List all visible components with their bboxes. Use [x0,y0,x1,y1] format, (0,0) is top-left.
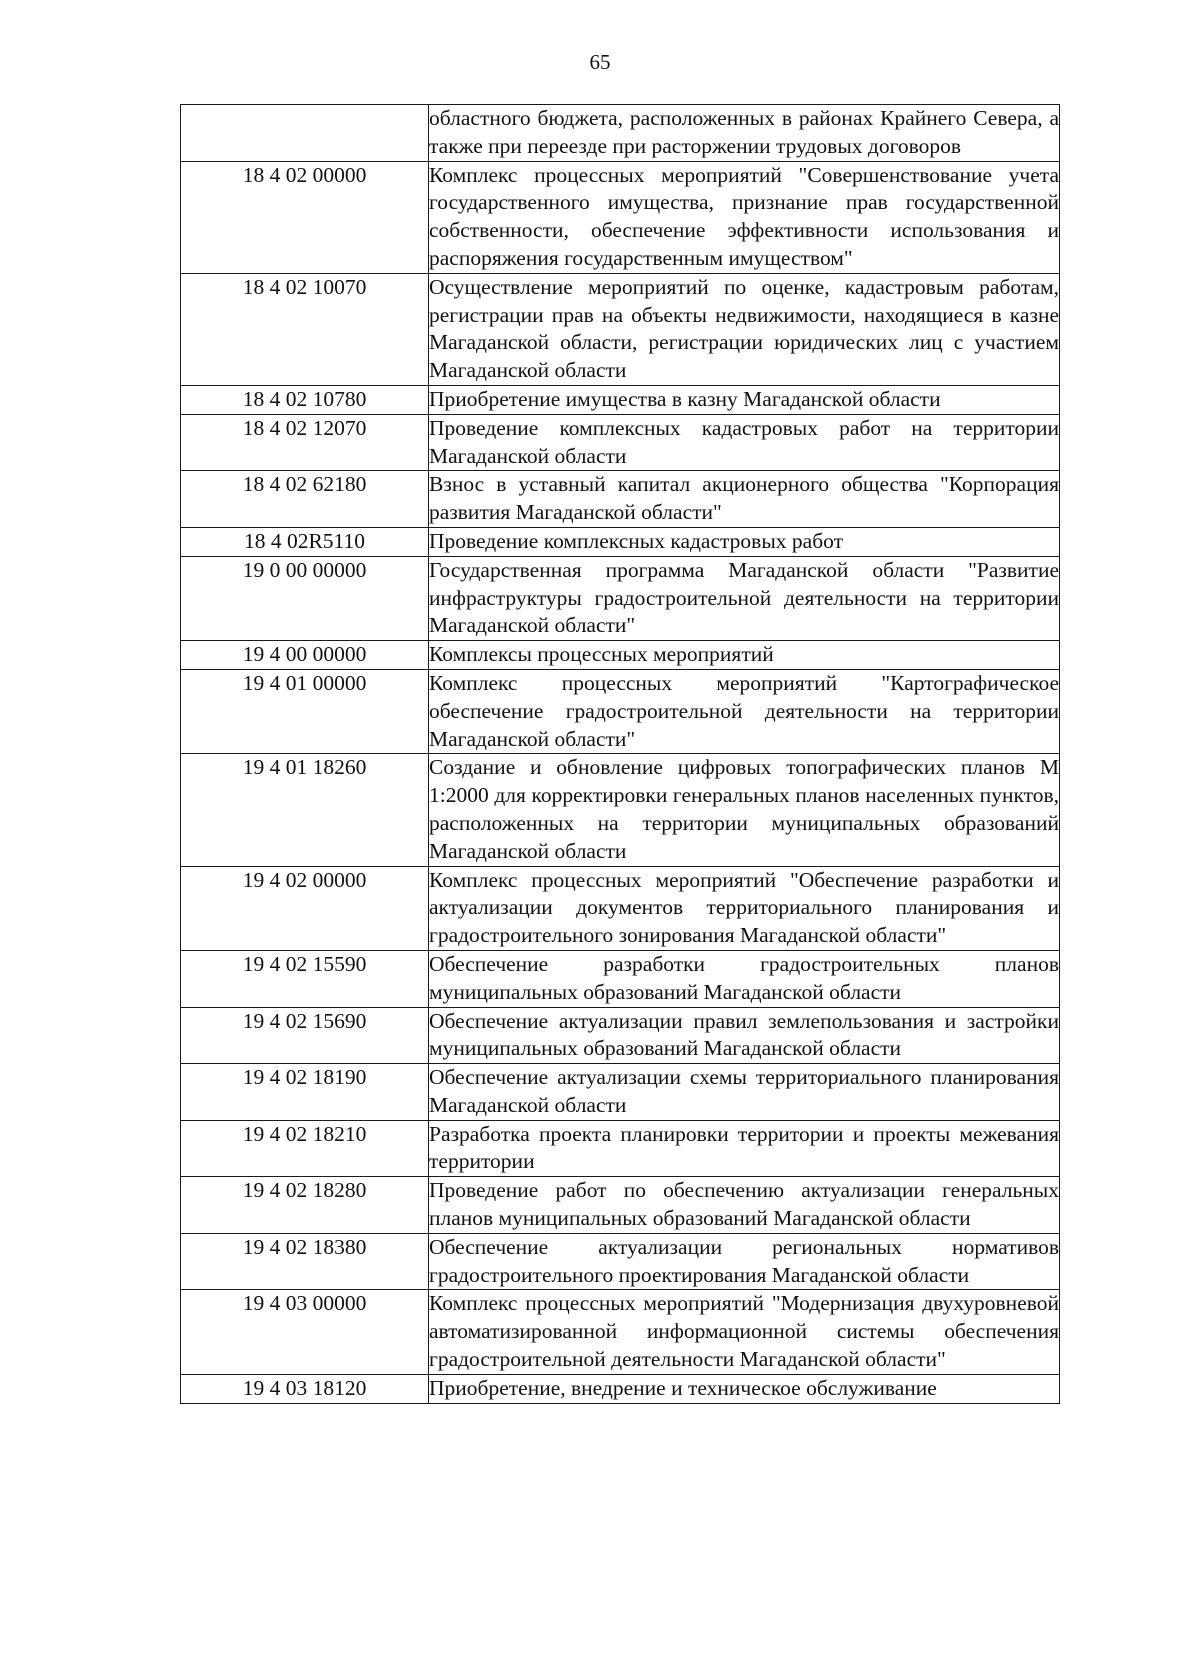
table-row [181,385,1060,414]
row-code: 19 4 01 18260 [181,754,429,866]
table-row [181,641,1060,670]
row-description: Комплекс процессных мероприятий "Совершенствование учета государственного имущества, признание прав государственной собственности, обеспечение эффективности использования и распоряжения государственным имуществом" [429,161,1060,273]
table-row [181,1374,1060,1403]
row-description: Осуществление мероприятий по оценке, кадастровым работам, регистрации прав на объекты недвижимости, находящиеся в казне Магаданской области, регистрации юридических лиц с участием Магаданской области [429,273,1060,385]
table-row [181,1007,1060,1064]
row-code [181,105,429,162]
row-code: 19 0 00 00000 [181,556,429,640]
table-row [181,1233,1060,1290]
row-code: 18 4 02 10070 [181,273,429,385]
row-code: 18 4 02R5110 [181,527,429,556]
row-description: Обеспечение актуализации региональных нормативов градостроительного проектирования Магаданской области [429,1233,1060,1290]
row-code: 19 4 02 15690 [181,1007,429,1064]
row-description: Комплекс процессных мероприятий "Картографическое обеспечение градостроительной деятельности на территории Магаданской области" [429,669,1060,753]
row-description: Проведение работ по обеспечению актуализации генеральных планов муниципальных образований Магаданской области [429,1177,1060,1234]
table-row [181,669,1060,753]
row-description: областного бюджета, расположенных в районах Крайнего Севера, а также при переезде при расторжении трудовых договоров [429,105,1060,162]
row-description: Разработка проекта планировки территории и проекты межевания территории [429,1120,1060,1177]
row-code: 19 4 03 18120 [181,1374,429,1403]
table-row [181,414,1060,471]
row-code: 18 4 02 12070 [181,414,429,471]
table-body [181,105,1060,1404]
table-row [181,105,1060,162]
row-description: Создание и обновление цифровых топографических планов М 1:2000 для корректировки генеральных планов населенных пунктов, расположенных на территории муниципальных образований Магаданской области [429,754,1060,866]
row-description: Приобретение имущества в казну Магаданской области [429,385,1060,414]
row-description: Обеспечение актуализации схемы территориального планирования Магаданской области [429,1064,1060,1121]
table-row [181,754,1060,866]
row-description: Проведение комплексных кадастровых работ [429,527,1060,556]
row-code: 19 4 03 00000 [181,1290,429,1374]
row-description: Комплексы процессных мероприятий [429,641,1060,670]
row-code: 19 4 02 00000 [181,866,429,950]
row-code: 19 4 00 00000 [181,641,429,670]
table-row [181,950,1060,1007]
row-code: 18 4 02 10780 [181,385,429,414]
table-row [181,161,1060,273]
row-code: 19 4 02 15590 [181,950,429,1007]
row-code: 19 4 02 18190 [181,1064,429,1121]
table-row [181,1120,1060,1177]
table-row [181,273,1060,385]
table-row [181,471,1060,528]
row-description: Комплекс процессных мероприятий "Обеспечение разработки и актуализации документов территориального планирования и градостроительного зонирования Магаданской области" [429,866,1060,950]
row-code: 19 4 02 18210 [181,1120,429,1177]
table-row [181,1177,1060,1234]
row-description: Комплекс процессных мероприятий "Модернизация двухуровневой автоматизированной информационной системы обеспечения градостроительной деятельности Магаданской области" [429,1290,1060,1374]
page-number: 65 [589,50,611,74]
row-description: Обеспечение разработки градостроительных планов муниципальных образований Магаданской области [429,950,1060,1007]
budget-classification-table [180,104,1060,1404]
row-code: 19 4 02 18280 [181,1177,429,1234]
table-row [181,1064,1060,1121]
row-description: Приобретение, внедрение и техническое обслуживание [429,1374,1060,1403]
row-description: Взнос в уставный капитал акционерного общества "Корпорация развития Магаданской области" [429,471,1060,528]
row-description: Проведение комплексных кадастровых работ на территории Магаданской области [429,414,1060,471]
table-row [181,556,1060,640]
table-row [181,527,1060,556]
row-code: 18 4 02 00000 [181,161,429,273]
table-row [181,866,1060,950]
row-code: 19 4 02 18380 [181,1233,429,1290]
table-row [181,1290,1060,1374]
row-code: 18 4 02 62180 [181,471,429,528]
row-description: Обеспечение актуализации правил землепользования и застройки муниципальных образований Магаданской области [429,1007,1060,1064]
row-description: Государственная программа Магаданской области "Развитие инфраструктуры градостроительной деятельности на территории Магаданской области" [429,556,1060,640]
row-code: 19 4 01 00000 [181,669,429,753]
